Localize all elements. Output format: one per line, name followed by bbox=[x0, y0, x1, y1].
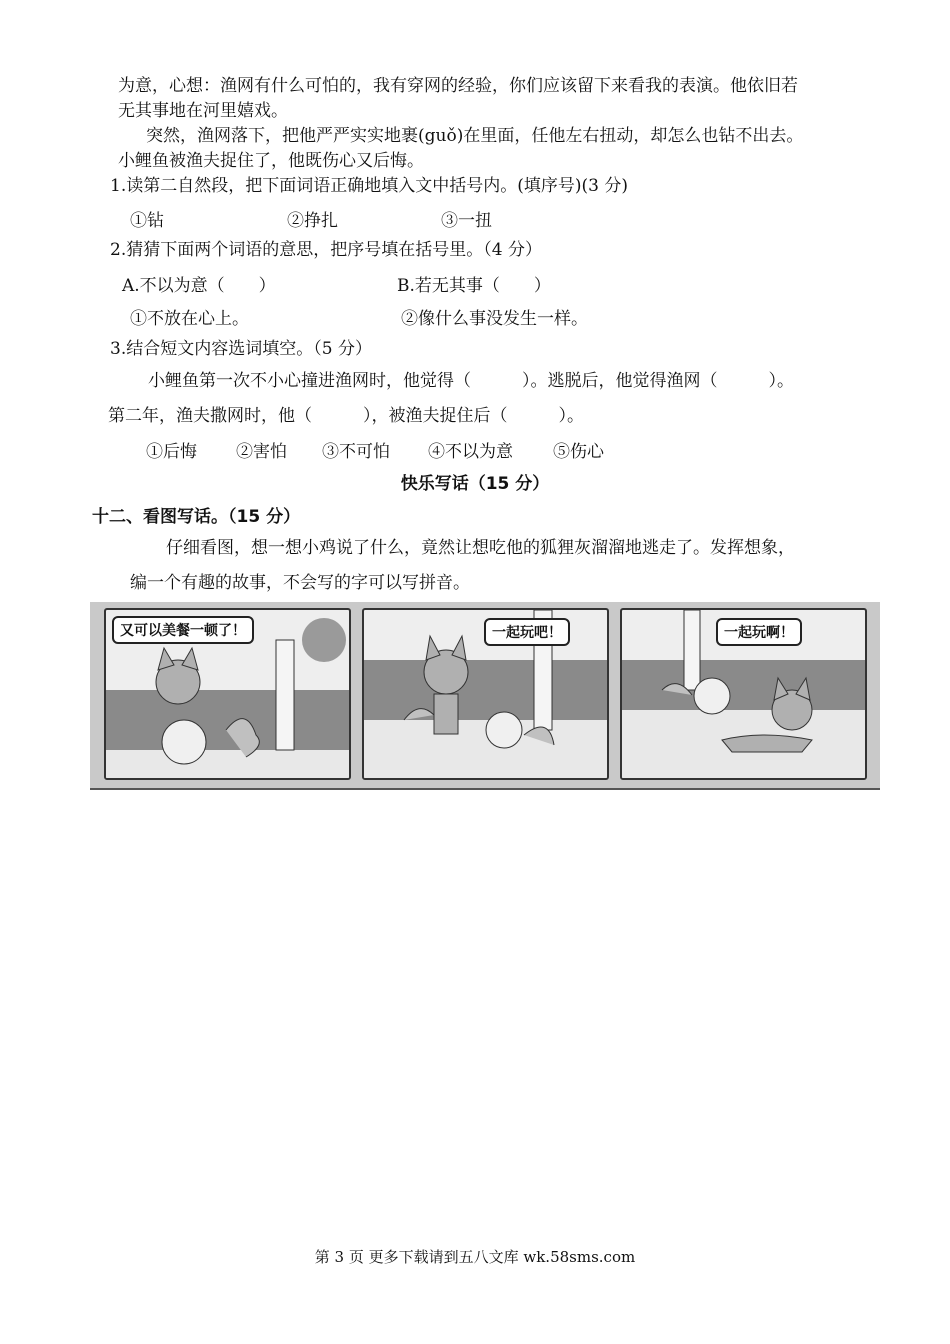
speech-bubble-2: 一起玩吧！ bbox=[484, 618, 570, 646]
q1-option-1: ①钻 bbox=[130, 211, 164, 231]
speech-bubble-3: 一起玩啊！ bbox=[716, 618, 802, 646]
q1-option-2: ②挣扎 bbox=[287, 211, 338, 231]
comic-panel-3 bbox=[620, 608, 867, 780]
q3-option-4: ④不以为意 bbox=[428, 442, 513, 462]
q2-option-1: ①不放在心上。 bbox=[130, 309, 249, 329]
q1-option-3: ③一扭 bbox=[441, 211, 492, 231]
q2-item-a: A.不以为意（ ） bbox=[122, 276, 276, 296]
passage-line-3: 突然，渔网落下，把他严严实实地裹(guǒ)在里面，任他左右扭动，却怎么也钻不出去。 bbox=[146, 126, 804, 146]
question-1-text: 1.读第二自然段，把下面词语正确地填入文中括号内。(填序号)(3 分) bbox=[110, 176, 628, 196]
q2-option-2: ②像什么事没发生一样。 bbox=[401, 309, 588, 329]
q2-item-b: B.若无其事（ ） bbox=[397, 276, 551, 296]
q3-sentence-1: 小鲤鱼第一次不小心撞进渔网时，他觉得（ ）。逃脱后，他觉得渔网（ ）。 bbox=[148, 371, 794, 391]
question-2-text: 2.猜猜下面两个词语的意思，把序号填在括号里。（4 分） bbox=[110, 240, 542, 260]
writing-line bbox=[90, 788, 880, 790]
question-3-text: 3.结合短文内容选词填空。（5 分） bbox=[110, 339, 372, 359]
q3-option-1: ①后悔 bbox=[146, 442, 197, 462]
passage-line-2: 无其事地在河里嬉戏。 bbox=[118, 101, 288, 121]
writing-instruction-2: 编一个有趣的故事，不会写的字可以写拼音。 bbox=[130, 573, 470, 593]
comic-panel-2 bbox=[362, 608, 609, 780]
passage-line-1: 为意，心想：渔网有什么可怕的，我有穿网的经验，你们应该留下来看我的表演。他依旧若 bbox=[118, 76, 798, 96]
page-footer: 第 3 页 更多下载请到五八文库 wk.58sms.com bbox=[314, 1248, 636, 1266]
q3-sentence-2: 第二年，渔夫撒网时，他（ ），被渔夫捉住后（ ）。 bbox=[108, 406, 584, 426]
q3-option-5: ⑤伤心 bbox=[553, 442, 604, 462]
q3-option-3: ③不可怕 bbox=[322, 442, 390, 462]
speech-bubble-1: 又可以美餐一顿了！ bbox=[112, 616, 254, 644]
passage-line-4: 小鲤鱼被渔夫捉住了，他既伤心又后悔。 bbox=[118, 151, 424, 171]
section-title: 快乐写话（15 分） bbox=[400, 474, 550, 494]
writing-instruction-1: 仔细看图，想一想小鸡说了什么，竟然让想吃他的狐狸灰溜溜地逃走了。发挥想象， bbox=[166, 538, 795, 558]
comic-panel-1 bbox=[104, 608, 351, 780]
comic-strip bbox=[90, 602, 880, 790]
q3-option-2: ②害怕 bbox=[236, 442, 287, 462]
question-12-heading: 十二、看图写话。（15 分） bbox=[92, 507, 301, 527]
